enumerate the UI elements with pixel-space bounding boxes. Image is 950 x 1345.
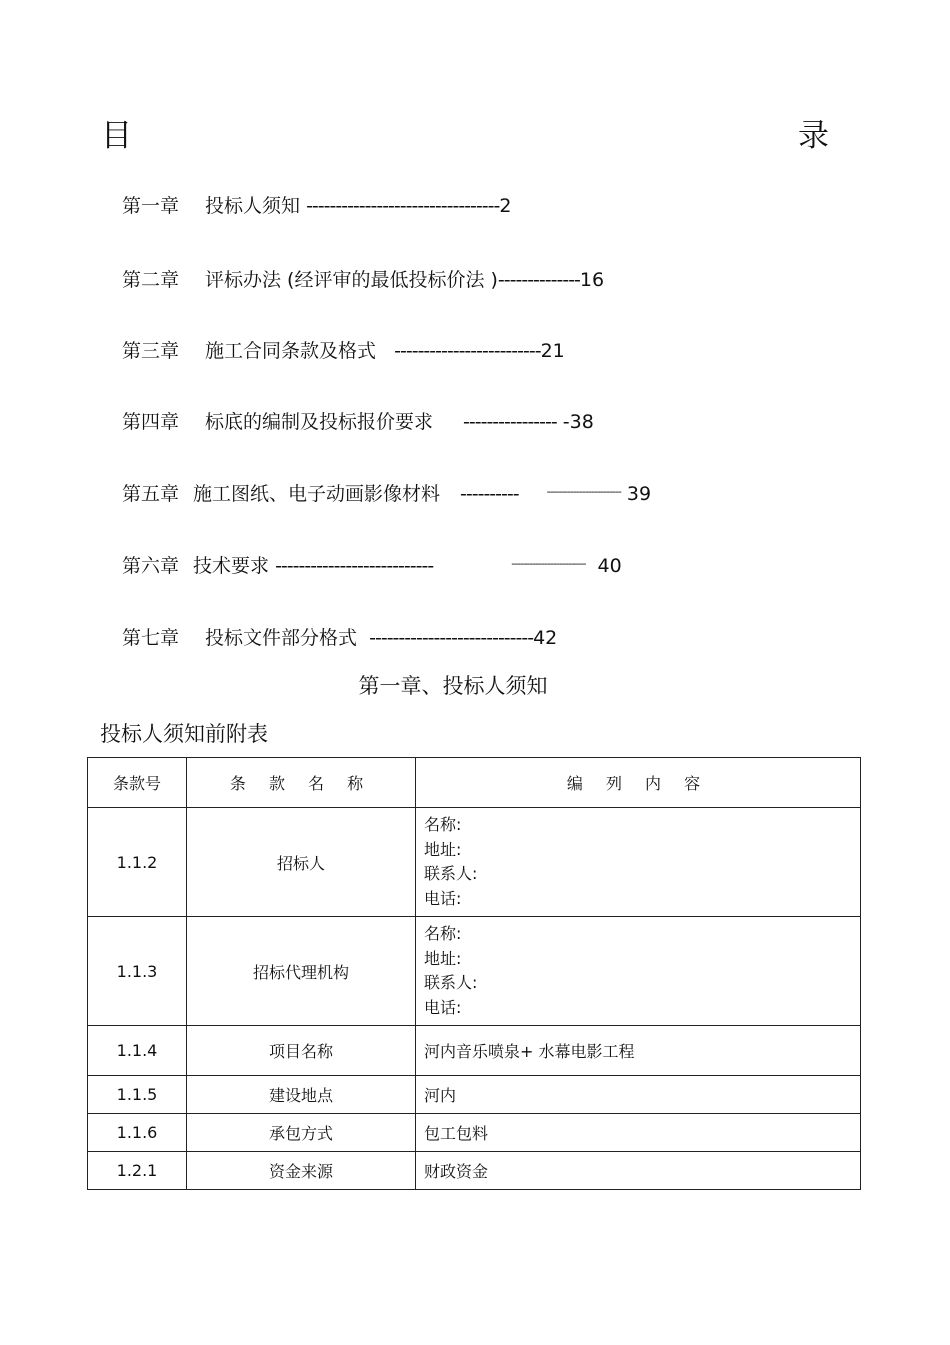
toc-title-left: 目 — [101, 118, 132, 154]
table-row — [88, 1026, 861, 1076]
toc-entry[interactable] — [122, 551, 622, 578]
toc-title-right: 录 — [798, 118, 829, 154]
section-title: 第一章、投标人须知 — [358, 674, 548, 698]
table-row — [88, 917, 861, 1026]
content-line: 地址: — [424, 948, 462, 968]
toc-entry-title: 投标人须知 — [205, 195, 301, 217]
toc-page-number: 39 — [626, 483, 652, 505]
clause-name: 建设地点 — [187, 1076, 416, 1114]
toc-entry-title: 施工图纸、电子动画影像材料 — [193, 483, 441, 505]
table-header-row — [88, 758, 861, 808]
content-line: 地址: — [424, 839, 462, 859]
appendix-table — [87, 757, 861, 1190]
table-caption: 投标人须知前附表 — [100, 722, 268, 746]
header-content: 编 列 内 容 — [416, 758, 861, 808]
clause-no: 1.1.6 — [88, 1114, 187, 1152]
clause-content: 包工包料 — [416, 1114, 861, 1152]
toc-entry[interactable] — [122, 407, 594, 434]
clause-name: 承包方式 — [187, 1114, 416, 1152]
toc-page-number: 40 — [597, 555, 622, 577]
clause-name: 招标人 — [187, 808, 416, 917]
header-clause-name: 条 款 名 称 — [187, 758, 416, 808]
toc-leader: ------------------------- — [394, 340, 541, 362]
clause-content: 河内音乐喷泉+ 水幕电影工程 — [416, 1026, 861, 1076]
toc-entry[interactable] — [122, 479, 651, 506]
clause-no: 1.1.5 — [88, 1076, 187, 1114]
clause-no: 1.1.2 — [88, 808, 187, 917]
clause-no: 1.1.4 — [88, 1026, 187, 1076]
toc-page-number: -38 — [562, 411, 594, 433]
clause-content: 财政资金 — [416, 1152, 861, 1190]
toc-chapter: 第七章 — [122, 627, 180, 649]
clause-name: 项目名称 — [187, 1026, 416, 1076]
table-row — [88, 1076, 861, 1114]
clause-content — [416, 808, 861, 917]
clause-no: 1.2.1 — [88, 1152, 187, 1190]
toc-leader: ---------------- — [463, 411, 557, 433]
toc-chapter: 第三章 — [122, 340, 180, 362]
toc-chapter: 第二章 — [122, 269, 180, 291]
toc-page-number: 21 — [540, 340, 565, 362]
toc-leader: --------------------------------- — [306, 195, 500, 217]
content-line: 名称: — [424, 815, 462, 834]
table-row — [88, 1114, 861, 1152]
content-line: 名称: — [424, 924, 462, 943]
clause-no: 1.1.3 — [88, 917, 187, 1026]
toc-entry-title: 标底的编制及投标报价要求 — [205, 411, 434, 433]
toc-leader: --------------------------- — [275, 555, 434, 577]
clause-content — [416, 917, 861, 1026]
toc-entry-title: 技术要求 — [193, 555, 270, 577]
clause-name: 资金来源 — [187, 1152, 416, 1190]
toc-entry[interactable] — [122, 623, 557, 650]
toc-page-number: 2 — [499, 195, 512, 217]
toc-leader: ---------------------------- — [369, 627, 534, 649]
toc-entry-title: 施工合同条款及格式 — [205, 340, 377, 362]
toc-leader-fine: ------------------------- — [546, 485, 621, 498]
table-row — [88, 1152, 861, 1190]
toc-chapter: 第五章 — [122, 483, 180, 505]
header-clause-no: 条款号 — [88, 758, 187, 808]
clause-content: 河内 — [416, 1076, 861, 1114]
toc-entry[interactable] — [122, 336, 565, 363]
toc-chapter: 第四章 — [122, 411, 180, 433]
toc-entry[interactable] — [122, 265, 604, 292]
content-line: 电话: — [424, 888, 462, 908]
toc-page-number: 42 — [533, 627, 558, 649]
content-line: 联系人: — [424, 864, 478, 883]
toc-chapter: 第六章 — [122, 555, 180, 577]
toc-chapter: 第一章 — [122, 195, 180, 217]
clause-name: 招标代理机构 — [187, 917, 416, 1026]
toc-leader-fine: ------------------------- — [511, 557, 586, 570]
toc-entry-title: 投标文件部分格式 — [205, 627, 358, 649]
toc-entry-title: 评标办法 (经评审的最低投标价法 ) — [205, 269, 498, 291]
content-line: 联系人: — [424, 973, 478, 992]
toc-entry[interactable] — [122, 191, 511, 218]
table-row — [88, 808, 861, 917]
toc-page-number: 16 — [579, 269, 605, 291]
toc-leader: -------------- — [497, 269, 580, 291]
content-line: 电话: — [424, 997, 462, 1017]
toc-leader: ---------- — [460, 483, 519, 505]
